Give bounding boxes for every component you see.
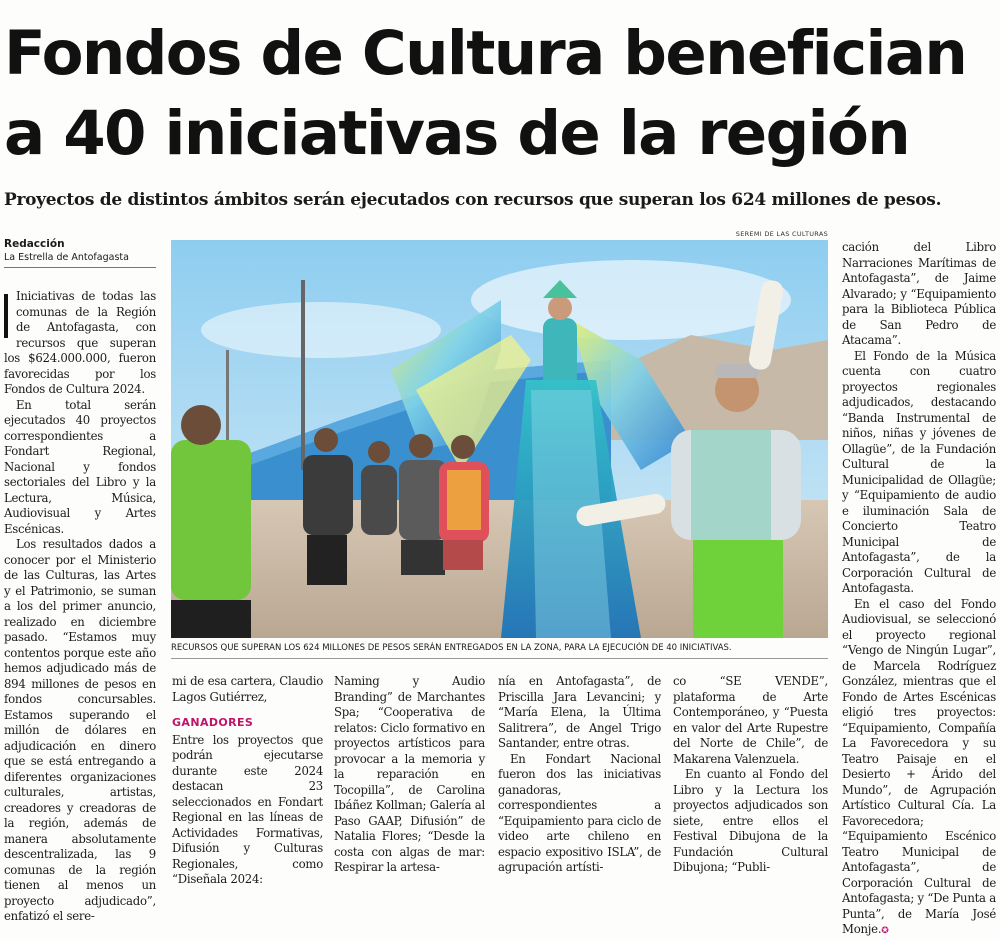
paragraph: El Fondo de la Música cuenta con cuatro proyectos regionales adjudicados, destacando “Banda Instrumental de niños, niñas y jóvenes de Ollagüe”, de la Fundación Cultural de la Municipalidad de Ollagüe; y “Equipamiento de audio e iluminación Sala de Concierto Teatro Municipal de Antofagasta”, de la Corporación Cultural de Antofagasta. xyxy=(842,348,996,595)
caption-divider xyxy=(171,658,828,659)
paragraph: Entre los proyectos que podrán ejecutarse durante este 2024 destacan 23 seleccionados en Fondart Regional en las líneas de Actividades Formativas, Difusión y Culturas Regionales, como “Diseñala 2024: xyxy=(172,732,323,886)
section-heading-ganadores: GANADORES xyxy=(172,716,254,729)
paragraph: co “SE VENDE”, plataforma de Arte Contemporáneo, y “Puesta en valor del Arte Rupestre del Norte de Chile”, de Makarena Valenzuela. xyxy=(673,674,828,766)
article-photo xyxy=(171,240,828,638)
headline-line-2: a 40 iniciativas de la región xyxy=(4,98,910,169)
column-5 xyxy=(673,674,828,876)
photo-credit: SEREMI DE LAS CULTURAS xyxy=(735,230,828,238)
photo-illustration xyxy=(171,240,828,638)
paragraph: Naming y Audio Branding” de Marchantes Spa; “Cooperativa de relatos: Ciclo formativo en proyectos artísticos para provocar a la memoria y la reparación en Tocopilla”, de Carolina Ibáñez Kollman; Galería al Paso GAAP, Difusión” de Natalia Flores; “Desde la costa con algas de mar: Respirar la artesa- xyxy=(334,674,485,874)
column-3 xyxy=(334,674,485,876)
paragraph: Los resultados dados a conocer por el Ministerio de las Culturas, las Artes y el Patrimonio, se suman a los del primer anuncio, realizado en diciembre pasado. “Estamos muy contentos porque este año hemos adjudicado más de 894 millones de pesos en fondos concursables. Estamos superando el millón de dólares en adjudicación en dinero que se está entregando a diferentes organizaciones culturales, artistas, creadores y creadoras de la región, además de manera absolutamente descentralizada, las 9 comunas de la región tienen al menos un proyecto adjudicado”, enfatizó el sere- xyxy=(4,537,156,923)
subheadline: Proyectos de distintos ámbitos serán ejecutados con recursos que superan los 624 millones de pesos. xyxy=(4,190,942,210)
headline xyxy=(4,14,994,174)
byline xyxy=(4,238,156,268)
paragraph-last xyxy=(842,597,996,940)
paragraph: mi de esa cartera, Claudio Lagos Gutiérrez, xyxy=(172,674,323,704)
paragraph: nía en Antofagasta”, de Priscilla Jara Levancini; y “María Elena, la Última Salitrera”, de Angel Trigo Santander, entre otras. xyxy=(498,674,661,750)
paragraph: En total serán ejecutados 40 proyectos correspondientes a Fondart Regional, Nacional y fondos sectoriales del Libro y la Lectura, Música, Audiovisual y Artes Escénicas. xyxy=(4,397,156,536)
paragraph: cación del Libro Narraciones Marítimas de Antofagasta”, de Jaime Alvarado; y “Equipamiento para la Biblioteca Pública de San Pedro de Atacama”. xyxy=(842,240,996,347)
column-1 xyxy=(4,289,156,925)
paragraph-text: En el caso del Fondo Audiovisual, se seleccionó el proyecto regional “Vengo de Ningún Lugar”, de Marcela Rodríguez González, mientras que el Fondo de Artes Escénicas eligió tres proyectos: “Equipamiento, Compañía La Favorecedora y su Teatro Paisaje en el Desierto + Árido del Mundo”, de Agrupación Artístico Cultural Cía. La Favorecedora; “Equipamiento Escénico Teatro Municipal de Antofagasta”, de Corporación Cultural de Antofagasta; y “De Punta a Punta”, de María José Monje. xyxy=(842,596,996,936)
headline-line-1: Fondos de Cultura benefician xyxy=(4,18,967,89)
circle-star-icon: ✪ xyxy=(881,926,889,936)
dropcap-bar xyxy=(4,294,8,338)
column-6 xyxy=(842,240,996,940)
paragraph: Iniciativas de todas las comunas de la Región de Antofagasta, con recursos que superan los $624.000.000, fueron favorecidas por los Fondos de Cultura 2024. xyxy=(4,289,156,396)
column-4 xyxy=(498,674,661,876)
photo-caption: RECURSOS QUE SUPERAN LOS 624 MILLONES DE PESOS SERÁN ENTREGADOS EN LA ZONA, PARA LA EJECUCIÓN DE 40 INICIATIVAS. xyxy=(171,643,732,653)
paragraph: En cuanto al Fondo del Libro y la Lectura los proyectos adjudicados son siete, entre ellos el Festival Dibujona de la Fundación Cultural Dibujona; “Publi- xyxy=(673,767,828,874)
column-2 xyxy=(172,674,323,888)
byline-paper: La Estrella de Antofagasta xyxy=(4,252,129,263)
paragraph: En Fondart Nacional fueron dos las iniciativas ganadoras, correspondientes a “Equipamiento para ciclo de video arte chileno en espacio expositivo ISLA”, de agrupación artísti- xyxy=(498,751,661,874)
byline-author: Redacción xyxy=(4,238,65,250)
